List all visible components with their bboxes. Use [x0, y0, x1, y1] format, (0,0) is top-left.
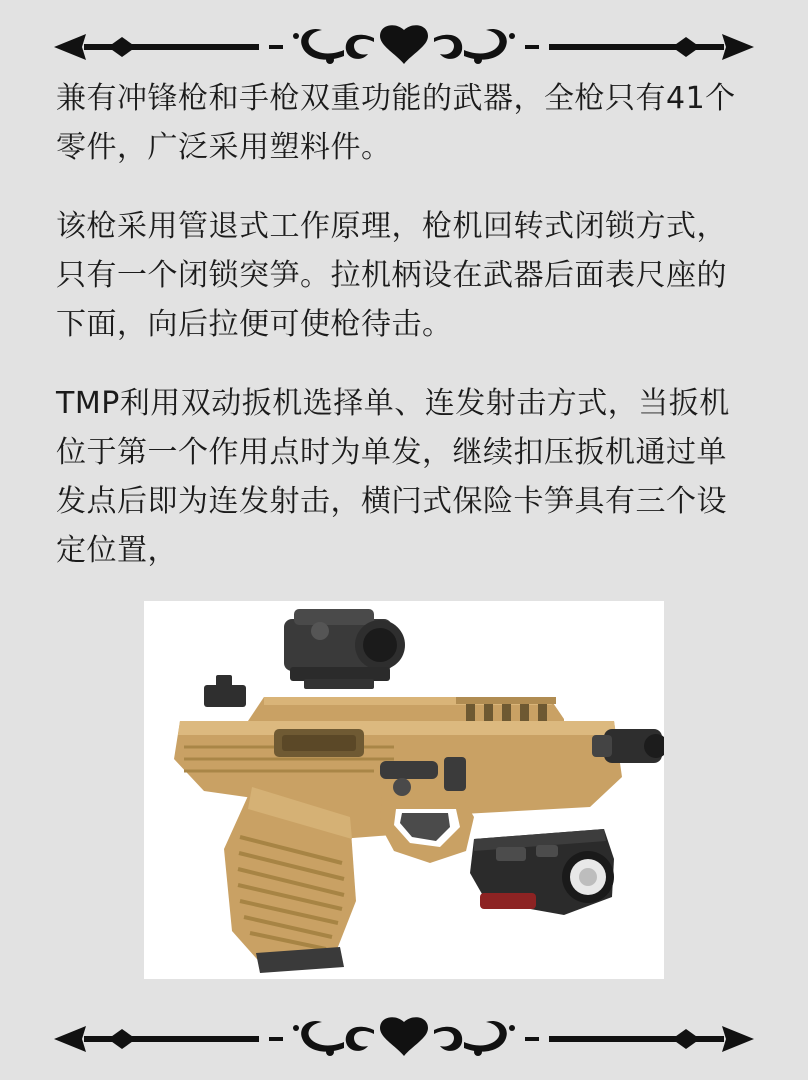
- article-body: [48, 74, 760, 1012]
- paragraph-3: TMP利用双动扳机选择单、连发射击方式，当扳机位于第一个作用点时为单发，继续扣压扳机通过单发点后即为连发射击，横闩式保险卡笋具有三个设定位置，: [56, 386, 730, 568]
- ornament-divider-bottom: [44, 1012, 764, 1066]
- tmp-pistol-illustration: [144, 601, 664, 979]
- paragraph-1: 兼有冲锋枪和手枪双重功能的武器，全枪只有41个零件，广泛采用塑料件。: [56, 81, 736, 165]
- ornament-divider-top: [44, 20, 764, 74]
- tmp-submachine-pistol-photo: [144, 601, 664, 979]
- paragraph-2: 该枪采用管退式工作原理，枪机回转式闭锁方式，只有一个闭锁突笋。拉机柄设在武器后面表尺座的下面，向后拉便可使枪待击。: [56, 209, 727, 342]
